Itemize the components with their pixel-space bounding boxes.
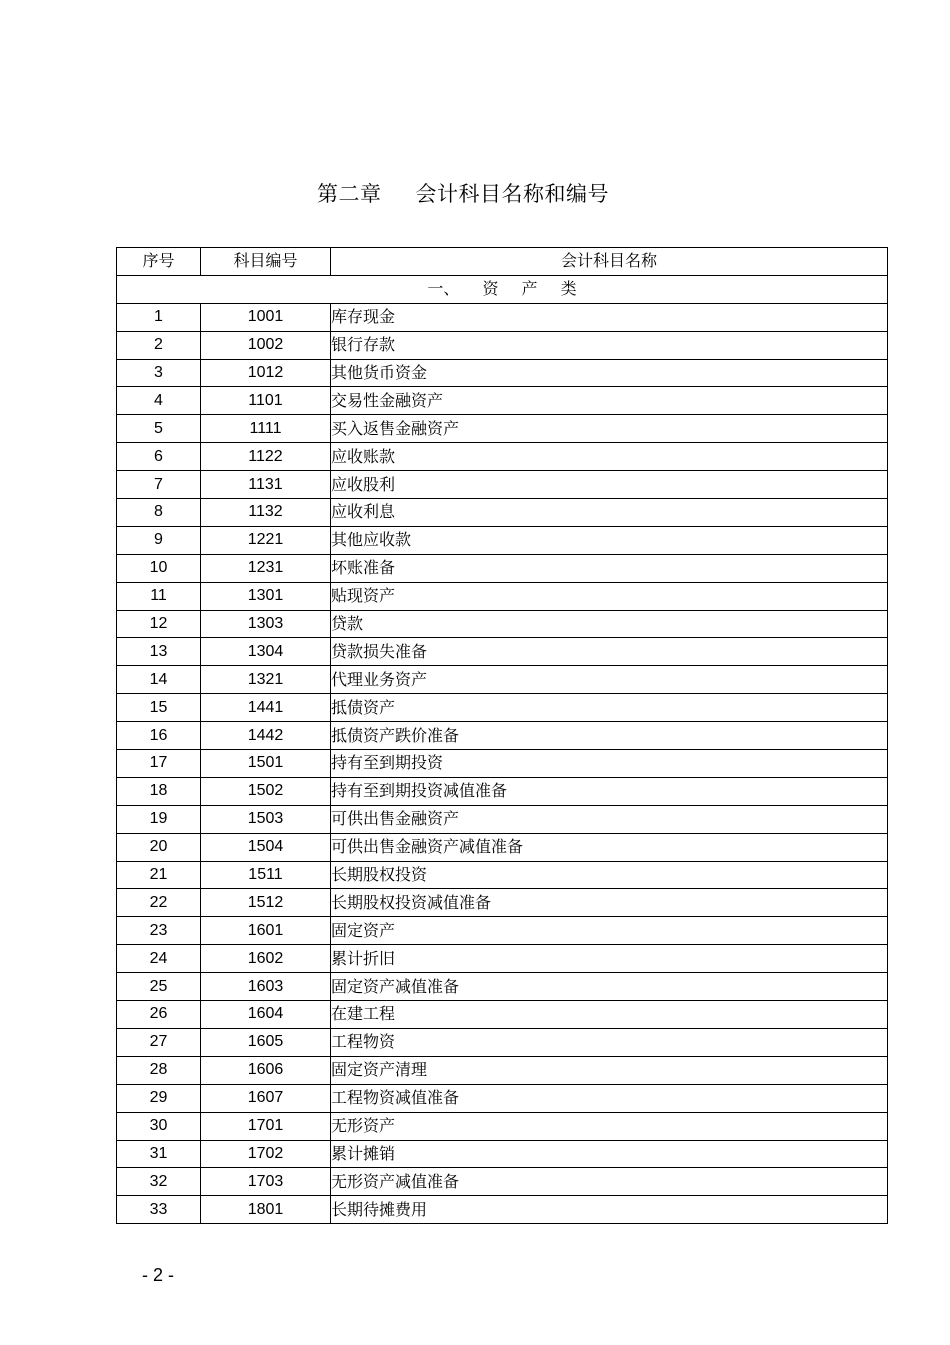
row-code: 1303 [201, 610, 331, 638]
row-seq: 23 [117, 917, 201, 945]
table-row [117, 1196, 888, 1224]
row-seq: 20 [117, 833, 201, 861]
row-seq: 7 [117, 471, 201, 499]
row-name: 应收股利 [331, 471, 888, 499]
row-seq: 32 [117, 1168, 201, 1196]
row-seq: 14 [117, 666, 201, 694]
header-name: 会计科目名称 [331, 248, 888, 276]
row-seq: 13 [117, 638, 201, 666]
row-name: 持有至到期投资 [331, 750, 888, 778]
row-name: 其他货币资金 [331, 359, 888, 387]
row-seq: 15 [117, 694, 201, 722]
row-seq: 22 [117, 889, 201, 917]
row-code: 1601 [201, 917, 331, 945]
row-name: 无形资产 [331, 1112, 888, 1140]
row-code: 1801 [201, 1196, 331, 1224]
row-code: 1001 [201, 303, 331, 331]
row-name: 可供出售金融资产 [331, 805, 888, 833]
table-row [117, 471, 888, 499]
chapter-number: 第二章 [317, 182, 382, 206]
row-code: 1602 [201, 945, 331, 973]
row-seq: 5 [117, 415, 201, 443]
row-code: 1511 [201, 861, 331, 889]
account-table [116, 247, 888, 1224]
header-code: 科目编号 [201, 248, 331, 276]
row-seq: 24 [117, 945, 201, 973]
row-code: 1603 [201, 973, 331, 1001]
row-code: 1607 [201, 1084, 331, 1112]
table-row [117, 973, 888, 1001]
row-code: 1321 [201, 666, 331, 694]
table-row [117, 303, 888, 331]
row-seq: 25 [117, 973, 201, 1001]
table-row [117, 526, 888, 554]
row-seq: 30 [117, 1112, 201, 1140]
row-name: 长期股权投资减值准备 [331, 889, 888, 917]
row-name: 其他应收款 [331, 526, 888, 554]
table-header-row [117, 248, 888, 276]
row-name: 固定资产 [331, 917, 888, 945]
row-code: 1604 [201, 1001, 331, 1029]
row-name: 在建工程 [331, 1001, 888, 1029]
table-row [117, 917, 888, 945]
table-row [117, 805, 888, 833]
row-name: 可供出售金融资产减值准备 [331, 833, 888, 861]
header-seq: 序号 [117, 248, 201, 276]
row-seq: 17 [117, 750, 201, 778]
table-row [117, 889, 888, 917]
row-code: 1703 [201, 1168, 331, 1196]
row-name: 工程物资减值准备 [331, 1084, 888, 1112]
row-seq: 10 [117, 554, 201, 582]
table-row [117, 638, 888, 666]
table-row [117, 666, 888, 694]
table-row [117, 331, 888, 359]
row-seq: 21 [117, 861, 201, 889]
row-name: 贷款 [331, 610, 888, 638]
row-code: 1701 [201, 1112, 331, 1140]
row-name: 贴现资产 [331, 582, 888, 610]
row-name: 库存现金 [331, 303, 888, 331]
row-seq: 12 [117, 610, 201, 638]
row-code: 1131 [201, 471, 331, 499]
row-seq: 4 [117, 387, 201, 415]
row-name: 无形资产减值准备 [331, 1168, 888, 1196]
row-name: 贷款损失准备 [331, 638, 888, 666]
table-row [117, 1168, 888, 1196]
table-row [117, 415, 888, 443]
table-row [117, 750, 888, 778]
row-code: 1605 [201, 1028, 331, 1056]
table-row [117, 1001, 888, 1029]
row-seq: 9 [117, 526, 201, 554]
row-code: 1132 [201, 499, 331, 527]
row-name: 代理业务资产 [331, 666, 888, 694]
row-code: 1512 [201, 889, 331, 917]
row-name: 抵债资产跌价准备 [331, 722, 888, 750]
row-seq: 31 [117, 1140, 201, 1168]
row-code: 1231 [201, 554, 331, 582]
table-row [117, 1028, 888, 1056]
row-seq: 8 [117, 499, 201, 527]
table-row [117, 777, 888, 805]
row-code: 1002 [201, 331, 331, 359]
row-code: 1702 [201, 1140, 331, 1168]
table-row [117, 722, 888, 750]
section-row [117, 275, 888, 303]
row-seq: 3 [117, 359, 201, 387]
row-seq: 6 [117, 443, 201, 471]
row-name: 累计摊销 [331, 1140, 888, 1168]
section-title: 一、 资 产 类 [427, 279, 577, 299]
table-row [117, 1056, 888, 1084]
row-name: 买入返售金融资产 [331, 415, 888, 443]
row-code: 1221 [201, 526, 331, 554]
row-seq: 18 [117, 777, 201, 805]
table-row [117, 1140, 888, 1168]
row-code: 1503 [201, 805, 331, 833]
table-row [117, 359, 888, 387]
row-name: 坏账准备 [331, 554, 888, 582]
row-seq: 28 [117, 1056, 201, 1084]
table-row [117, 443, 888, 471]
row-seq: 27 [117, 1028, 201, 1056]
table-row [117, 499, 888, 527]
row-seq: 16 [117, 722, 201, 750]
table-row [117, 945, 888, 973]
row-name: 长期待摊费用 [331, 1196, 888, 1224]
row-name: 持有至到期投资减值准备 [331, 777, 888, 805]
row-code: 1442 [201, 722, 331, 750]
row-code: 1304 [201, 638, 331, 666]
row-code: 1122 [201, 443, 331, 471]
row-name: 应收利息 [331, 499, 888, 527]
row-code: 1101 [201, 387, 331, 415]
row-code: 1606 [201, 1056, 331, 1084]
row-name: 交易性金融资产 [331, 387, 888, 415]
row-seq: 26 [117, 1001, 201, 1029]
chapter-heading: 会计科目名称和编号 [415, 182, 609, 206]
row-code: 1504 [201, 833, 331, 861]
row-seq: 1 [117, 303, 201, 331]
row-code: 1441 [201, 694, 331, 722]
table-row [117, 387, 888, 415]
table-row [117, 554, 888, 582]
row-name: 银行存款 [331, 331, 888, 359]
row-name: 固定资产清理 [331, 1056, 888, 1084]
row-name: 固定资产减值准备 [331, 973, 888, 1001]
row-name: 应收账款 [331, 443, 888, 471]
row-seq: 33 [117, 1196, 201, 1224]
table-row [117, 582, 888, 610]
row-name: 累计折旧 [331, 945, 888, 973]
row-seq: 29 [117, 1084, 201, 1112]
row-seq: 19 [117, 805, 201, 833]
row-name: 长期股权投资 [331, 861, 888, 889]
row-code: 1502 [201, 777, 331, 805]
table-row [117, 1084, 888, 1112]
row-name: 抵债资产 [331, 694, 888, 722]
table-row [117, 1112, 888, 1140]
row-code: 1111 [201, 415, 331, 443]
row-code: 1501 [201, 750, 331, 778]
table-row [117, 694, 888, 722]
table-row [117, 610, 888, 638]
row-seq: 11 [117, 582, 201, 610]
table-row [117, 833, 888, 861]
row-name: 工程物资 [331, 1028, 888, 1056]
row-code: 1012 [201, 359, 331, 387]
page-number: - 2 - [142, 1265, 175, 1285]
table-row [117, 861, 888, 889]
row-code: 1301 [201, 582, 331, 610]
row-seq: 2 [117, 331, 201, 359]
chapter-title [0, 178, 926, 208]
